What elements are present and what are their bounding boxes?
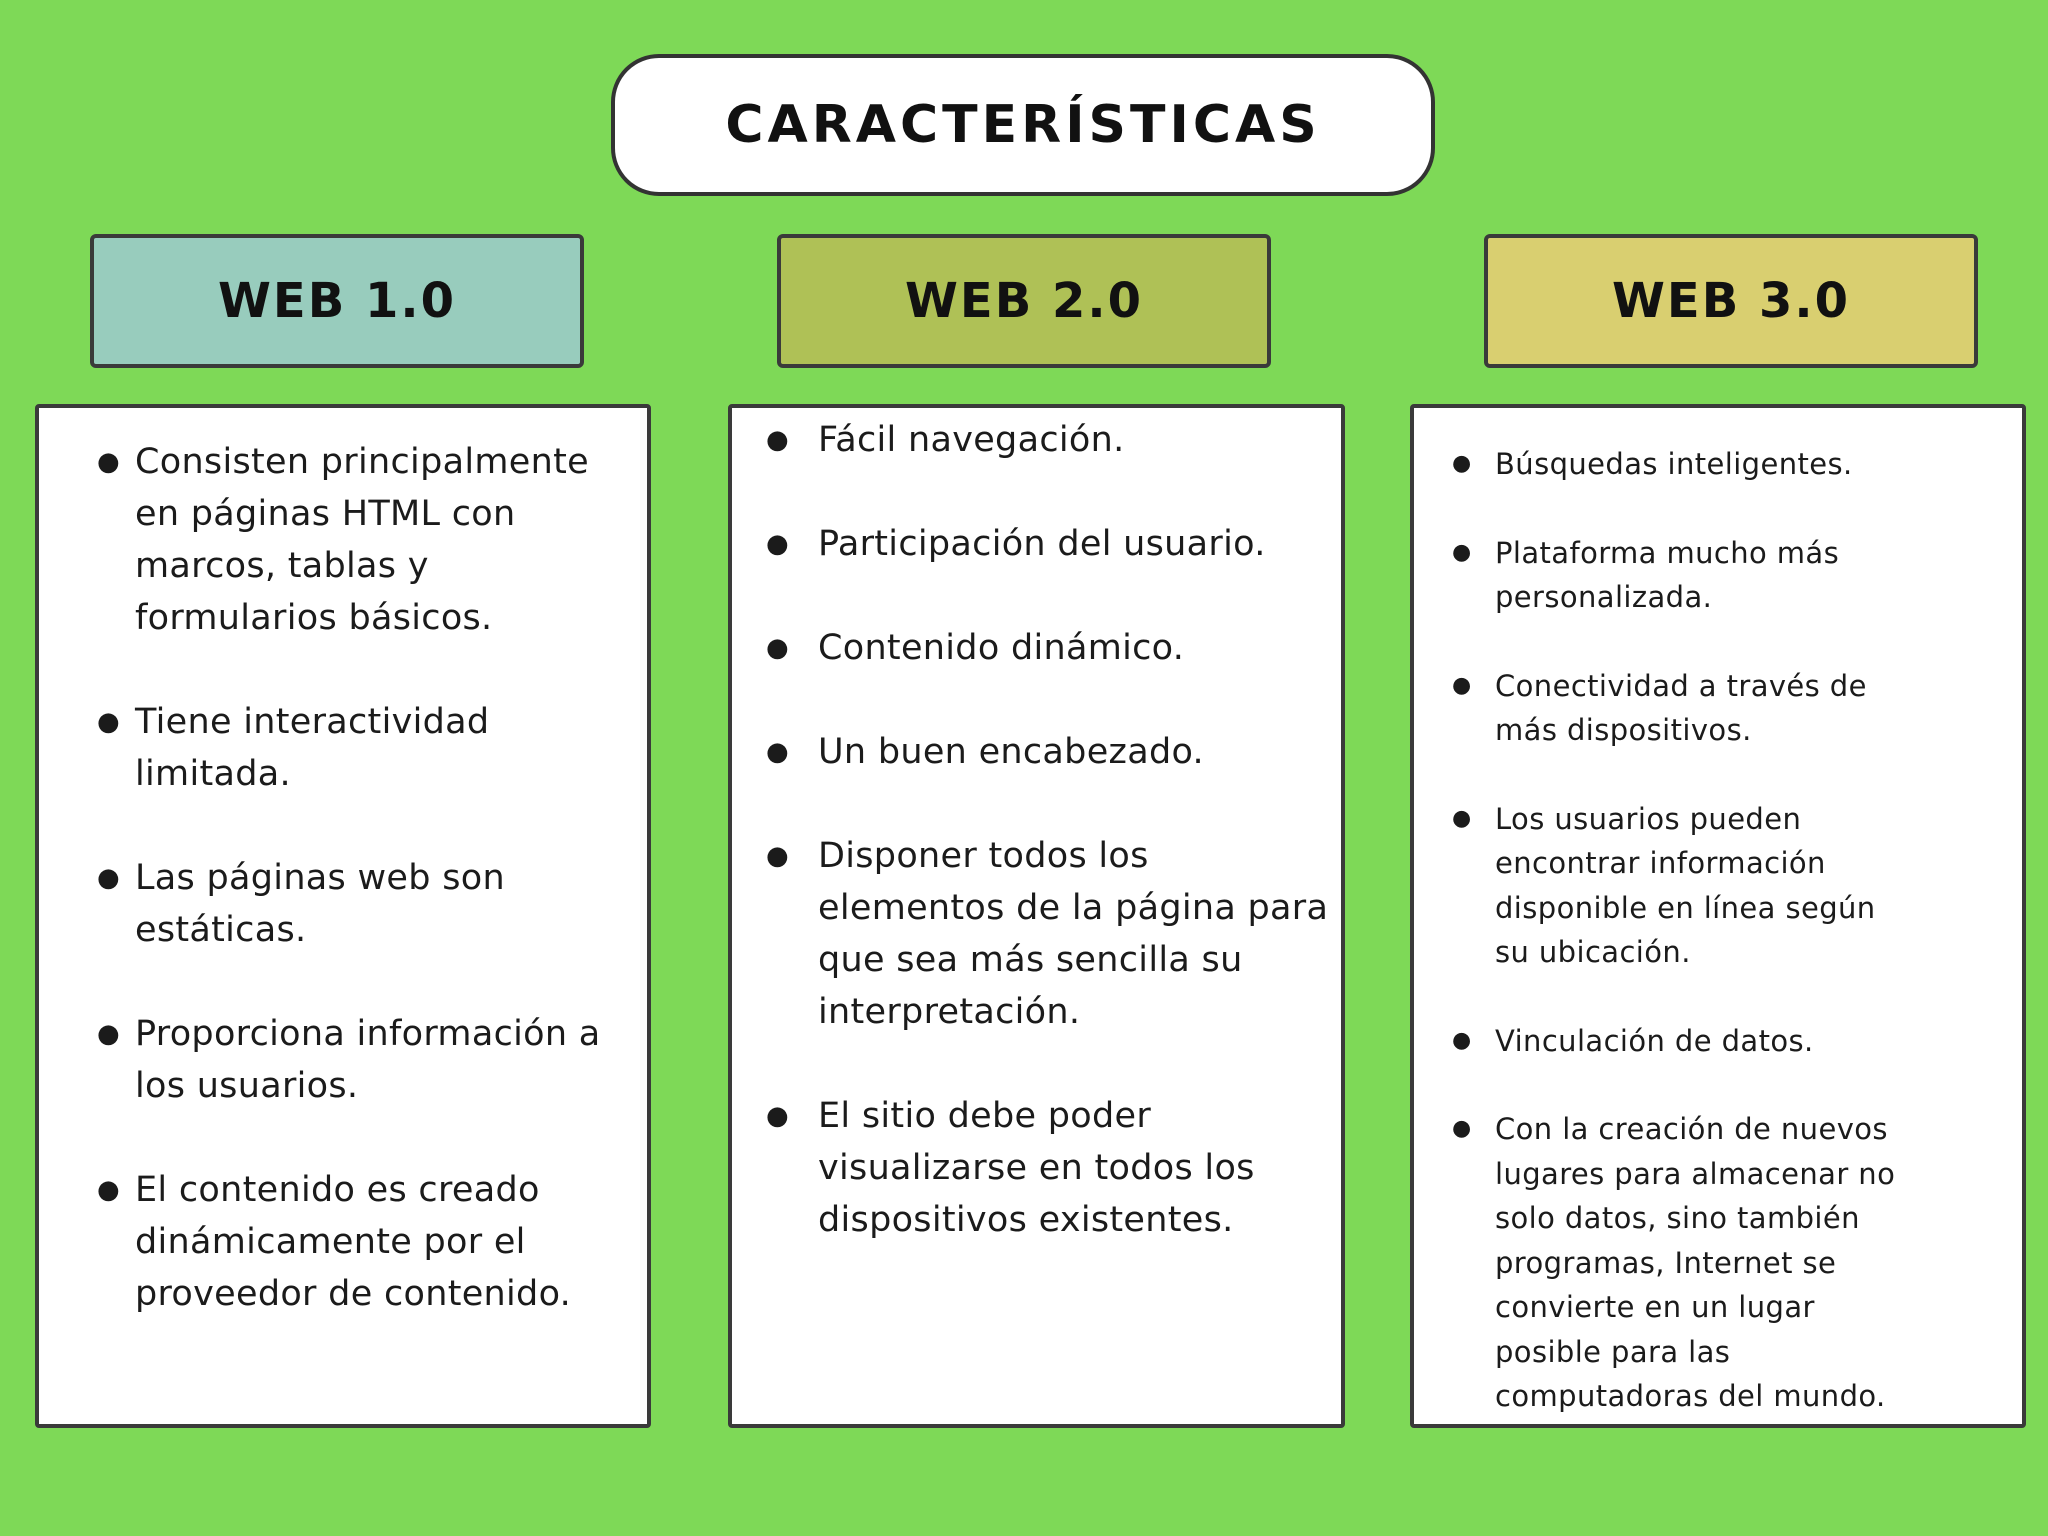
web3-header xyxy=(1484,234,1978,368)
list-item xyxy=(1452,1107,2012,1419)
list-item-text: Disponer todos los elementos de la página para que sea más sencilla su interpretación. xyxy=(818,836,1329,1032)
list-item-text: El contenido es creado dinámicamente por el proveedor de contenido. xyxy=(135,1170,572,1314)
list-item xyxy=(69,1164,627,1320)
bullet-icon: ● xyxy=(766,529,789,559)
bullet-icon: ● xyxy=(97,1019,120,1049)
web2-header xyxy=(777,234,1271,368)
list-item-text: Un buen encabezado. xyxy=(818,732,1204,772)
list-item xyxy=(754,1090,1331,1246)
bullet-icon: ● xyxy=(766,841,789,871)
list-item-text: Vinculación de datos. xyxy=(1495,1023,1814,1058)
web3-panel xyxy=(1410,404,2026,1428)
web1-list xyxy=(39,408,647,1320)
list-item-text: Búsquedas inteligentes. xyxy=(1495,447,1853,481)
bullet-icon: ● xyxy=(766,737,789,767)
list-item-text: Participación del usuario. xyxy=(818,524,1266,564)
list-item xyxy=(754,830,1331,1038)
page-title: CARACTERÍSTICAS xyxy=(725,95,1321,155)
list-item xyxy=(754,622,1331,674)
list-item-text: El sitio debe poder visualizarse en todos los dispositivos existentes. xyxy=(818,1096,1255,1240)
list-item xyxy=(69,852,627,956)
list-item xyxy=(754,726,1331,778)
web2-header-label: WEB 2.0 xyxy=(904,273,1144,329)
list-item xyxy=(69,696,627,800)
web2-list xyxy=(732,408,1341,1246)
bullet-icon: ● xyxy=(1452,1116,1472,1141)
list-item-text: Plataforma mucho más personalizada. xyxy=(1495,535,1840,614)
web3-header-label: WEB 3.0 xyxy=(1611,273,1851,329)
list-item-text: Tiene interactividad limitada. xyxy=(135,702,490,794)
bullet-icon: ● xyxy=(1452,1027,1472,1053)
bullet-icon: ● xyxy=(1452,451,1472,476)
bullet-icon: ● xyxy=(1452,539,1472,565)
web1-header-label: WEB 1.0 xyxy=(217,273,457,329)
bullet-icon: ● xyxy=(766,425,789,455)
bullet-icon: ● xyxy=(97,1175,120,1205)
list-item-text: Contenido dinámico. xyxy=(818,628,1185,668)
web1-panel xyxy=(35,404,651,1428)
web3-list xyxy=(1414,408,2022,1419)
list-item xyxy=(754,414,1331,466)
list-item-text: Fácil navegación. xyxy=(818,420,1125,460)
list-item-text: Las páginas web son estáticas. xyxy=(135,858,505,950)
bullet-icon: ● xyxy=(766,1101,789,1131)
list-item-text: Proporciona información a los usuarios. xyxy=(135,1014,601,1106)
list-item xyxy=(754,518,1331,570)
list-item xyxy=(1452,1019,2012,1064)
bullet-icon: ● xyxy=(1452,805,1472,831)
bullet-icon: ● xyxy=(1452,672,1472,698)
list-item xyxy=(1452,442,2012,487)
bullet-icon: ● xyxy=(97,707,120,737)
web1-header xyxy=(90,234,584,368)
web2-panel xyxy=(728,404,1345,1428)
list-item xyxy=(1452,664,2012,753)
list-item-text: Conectividad a través de más dispositivos. xyxy=(1495,668,1867,747)
title-box xyxy=(611,54,1435,196)
list-item xyxy=(69,436,627,644)
list-item xyxy=(1452,531,2012,620)
bullet-icon: ● xyxy=(766,633,789,663)
bullet-icon: ● xyxy=(97,447,120,477)
bullet-icon: ● xyxy=(97,863,120,893)
list-item-text: Con la creación de nuevos lugares para almacenar no solo datos, sino también programas, Internet se convierte en un lugar posible para las computadoras del mundo. xyxy=(1495,1112,1896,1413)
list-item-text: Consisten principalmente en páginas HTML con marcos, tablas y formularios básicos. xyxy=(135,442,589,638)
list-item-text: Los usuarios pueden encontrar información disponible en línea según su ubicación. xyxy=(1495,801,1876,969)
list-item xyxy=(1452,797,2012,975)
list-item xyxy=(69,1008,627,1112)
